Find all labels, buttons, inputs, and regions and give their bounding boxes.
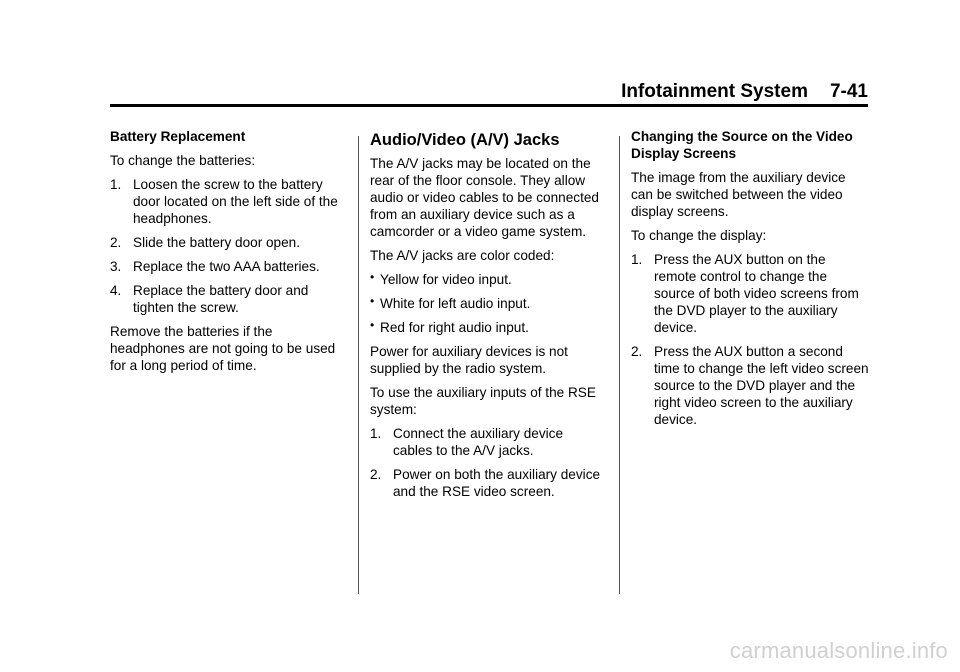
watermark: carmanualsonline.info (729, 638, 948, 663)
step-text: Replace the two AAA batteries. (133, 259, 320, 274)
step-number: 1. (631, 252, 643, 267)
list-item (631, 343, 869, 428)
bullet-text: Red for right audio input. (380, 320, 529, 335)
paragraph: The A/V jacks are color coded: (370, 248, 555, 263)
paragraph: To change the display: (631, 228, 767, 243)
header-rule (110, 104, 868, 107)
step-text: Slide the battery door open. (133, 235, 301, 250)
aux-steps-list (370, 425, 606, 500)
heading-av-jacks: Audio/Video (A/V) Jacks (370, 131, 560, 149)
bullet-icon: • (370, 270, 375, 284)
list-item (110, 176, 346, 227)
list-item (370, 466, 606, 500)
step-text: Loosen the screw to the battery door located on the left side of the headphones. (133, 177, 338, 226)
bullet-text: White for left audio input. (380, 296, 531, 311)
step-text: Connect the auxiliary device cables to the A/V jacks. (393, 426, 564, 458)
display-steps-list (631, 251, 869, 428)
paragraph: The A/V jacks may be located on the rear of the floor console. They allow audio or video cables to be connected from an auxiliary device such as a camcorder or a video game system. (370, 156, 599, 239)
paragraph: Power for auxiliary devices is not supplied by the radio system. (370, 344, 568, 376)
page-number: 7-41 (829, 81, 868, 102)
step-number: 2. (110, 235, 122, 250)
list-item (110, 234, 346, 251)
step-text: Power on both the auxiliary device and the RSE video screen. (393, 467, 601, 499)
battery-steps-list (110, 176, 346, 316)
subheading-battery-replacement: Battery Replacement (110, 129, 246, 144)
list-item (370, 295, 606, 312)
step-number: 1. (370, 426, 382, 441)
paragraph: To change the batteries: (110, 153, 256, 168)
bullet-text: Yellow for video input. (380, 272, 512, 287)
color-code-list (370, 271, 606, 336)
step-text: Press the AUX button a second time to change the left video screen source to the DVD player and the right video screen to the auxiliary device. (654, 344, 869, 427)
section-title: Infotainment System (621, 81, 808, 102)
bullet-icon: • (370, 318, 375, 332)
step-number: 2. (370, 467, 382, 482)
step-number: 2. (631, 344, 643, 359)
column-divider (358, 136, 359, 594)
step-number: 3. (110, 259, 122, 274)
subheading-changing-source: Changing the Source on the Video Display Screens (631, 129, 853, 161)
list-item (370, 425, 606, 459)
page-header (110, 80, 868, 104)
step-number: 1. (110, 177, 122, 192)
column-changing-source (631, 128, 869, 435)
step-text: Replace the battery door and tighten the screw. (133, 283, 309, 315)
column-av-jacks (370, 128, 606, 507)
paragraph: Remove the batteries if the headphones are not going to be used for a long period of time. (110, 324, 336, 373)
list-item (370, 271, 606, 288)
bullet-icon: • (370, 294, 375, 308)
paragraph: To use the auxiliary inputs of the RSE system: (370, 385, 596, 417)
column-divider (619, 136, 620, 594)
list-item (110, 282, 346, 316)
column-battery-replacement (110, 128, 346, 381)
step-number: 4. (110, 283, 122, 298)
list-item (370, 319, 606, 336)
list-item (631, 251, 869, 336)
step-text: Press the AUX button on the remote control to change the source of both video screens from the DVD player to the auxiliary device. (654, 252, 859, 335)
list-item (110, 258, 346, 275)
paragraph: The image from the auxiliary device can be switched between the video display screens. (631, 170, 846, 219)
